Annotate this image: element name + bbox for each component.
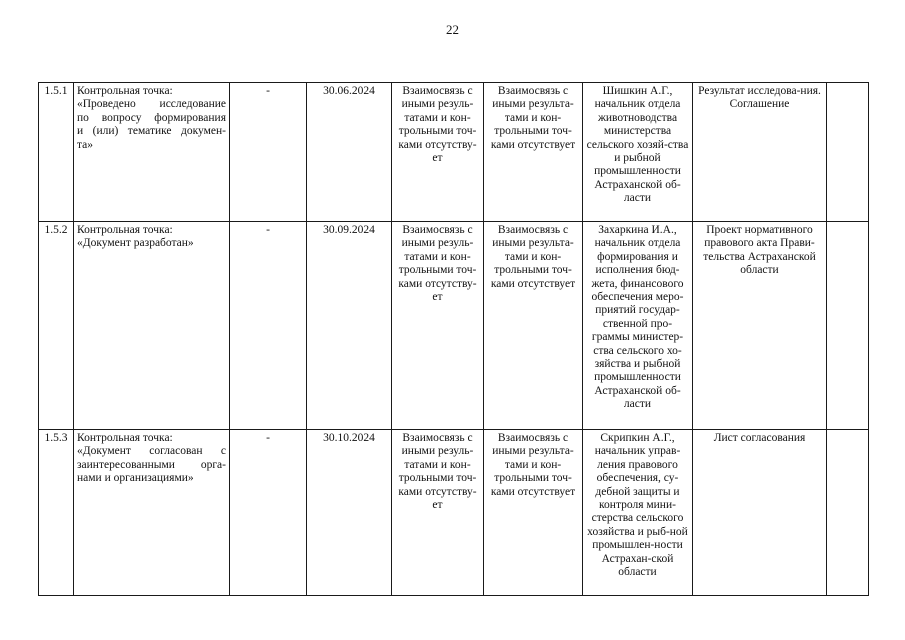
name-line: та» <box>77 138 94 151</box>
name-line: по вопросу формирования <box>77 111 226 124</box>
control-point-name <box>74 83 230 222</box>
dependency-previous: Взаимосвязь с иными резуль-татами и кон-трольными точ-ками отсутству-ет <box>392 430 484 596</box>
name-line: Контрольная точка: <box>77 432 173 444</box>
base-value-cell: - <box>230 222 307 430</box>
table-row <box>39 430 869 596</box>
result-document: Проект нормативного правового акта Прави-тельства Астраханской области <box>693 222 827 430</box>
name-line: заинтересованными орга- <box>77 458 226 471</box>
result-document: Результат исследова-ния. Соглашение <box>693 83 827 222</box>
deadline-date: 30.09.2024 <box>307 222 392 430</box>
name-line: «Документ согласован с <box>77 445 226 458</box>
control-point-name <box>74 222 230 430</box>
base-value-cell: - <box>230 83 307 222</box>
dependency-previous: Взаимосвязь с иными резуль-татами и кон-трольными точ-ками отсутству-ет <box>392 83 484 222</box>
name-line: и (или) тематике докумен- <box>77 125 226 138</box>
table-row <box>39 222 869 430</box>
row-number: 1.5.1 <box>39 83 74 222</box>
result-document: Лист согласования <box>693 430 827 596</box>
name-line: Контрольная точка: <box>77 224 173 236</box>
dependency-next: Взаимосвязь с иными результа-тами и кон-трольными точ-ками отсутствует <box>484 430 583 596</box>
base-value-cell: - <box>230 430 307 596</box>
row-number: 1.5.3 <box>39 430 74 596</box>
name-line: «Проведено исследование <box>77 98 226 111</box>
responsible-person: Захаркина И.А., начальник отдела формирования и исполнения бюд-жета, финансового обеспечения меро-приятий государ-ственной про-граммы министер-ства сельского хо-зяйства и рыбной промышленности Астраханской об-ласти <box>583 222 693 430</box>
responsible-person: Шишкин А.Г., начальник отдела животноводства министерства сельского хозяй-ства и рыбной промышленности Астраханской об-ласти <box>583 83 693 222</box>
extra-cell <box>827 430 869 596</box>
dependency-previous: Взаимосвязь с иными резуль-татами и кон-трольными точ-ками отсутству-ет <box>392 222 484 430</box>
dependency-next: Взаимосвязь с иными результа-тами и кон-трольными точ-ками отсутствует <box>484 83 583 222</box>
deadline-date: 30.06.2024 <box>307 83 392 222</box>
table-row <box>39 83 869 222</box>
extra-cell <box>827 83 869 222</box>
deadline-date: 30.10.2024 <box>307 430 392 596</box>
name-line: Контрольная точка: <box>77 85 173 97</box>
row-number: 1.5.2 <box>39 222 74 430</box>
dependency-next: Взаимосвязь с иными результа-тами и кон-трольными точ-ками отсутствует <box>484 222 583 430</box>
extra-cell <box>827 222 869 430</box>
responsible-person: Скрипкин А.Г., начальник управ-ления правового обеспечения, су-дебной защиты и контроля мини-стерства сельского хозяйства и рыб-ной промышлен-ности Астрахан-ской области <box>583 430 693 596</box>
name-line: «Документ разработан» <box>77 237 194 250</box>
control-points-table <box>38 82 869 596</box>
control-point-name <box>74 430 230 596</box>
page-number: 22 <box>446 22 459 37</box>
name-line: нами и организациями» <box>77 472 194 485</box>
